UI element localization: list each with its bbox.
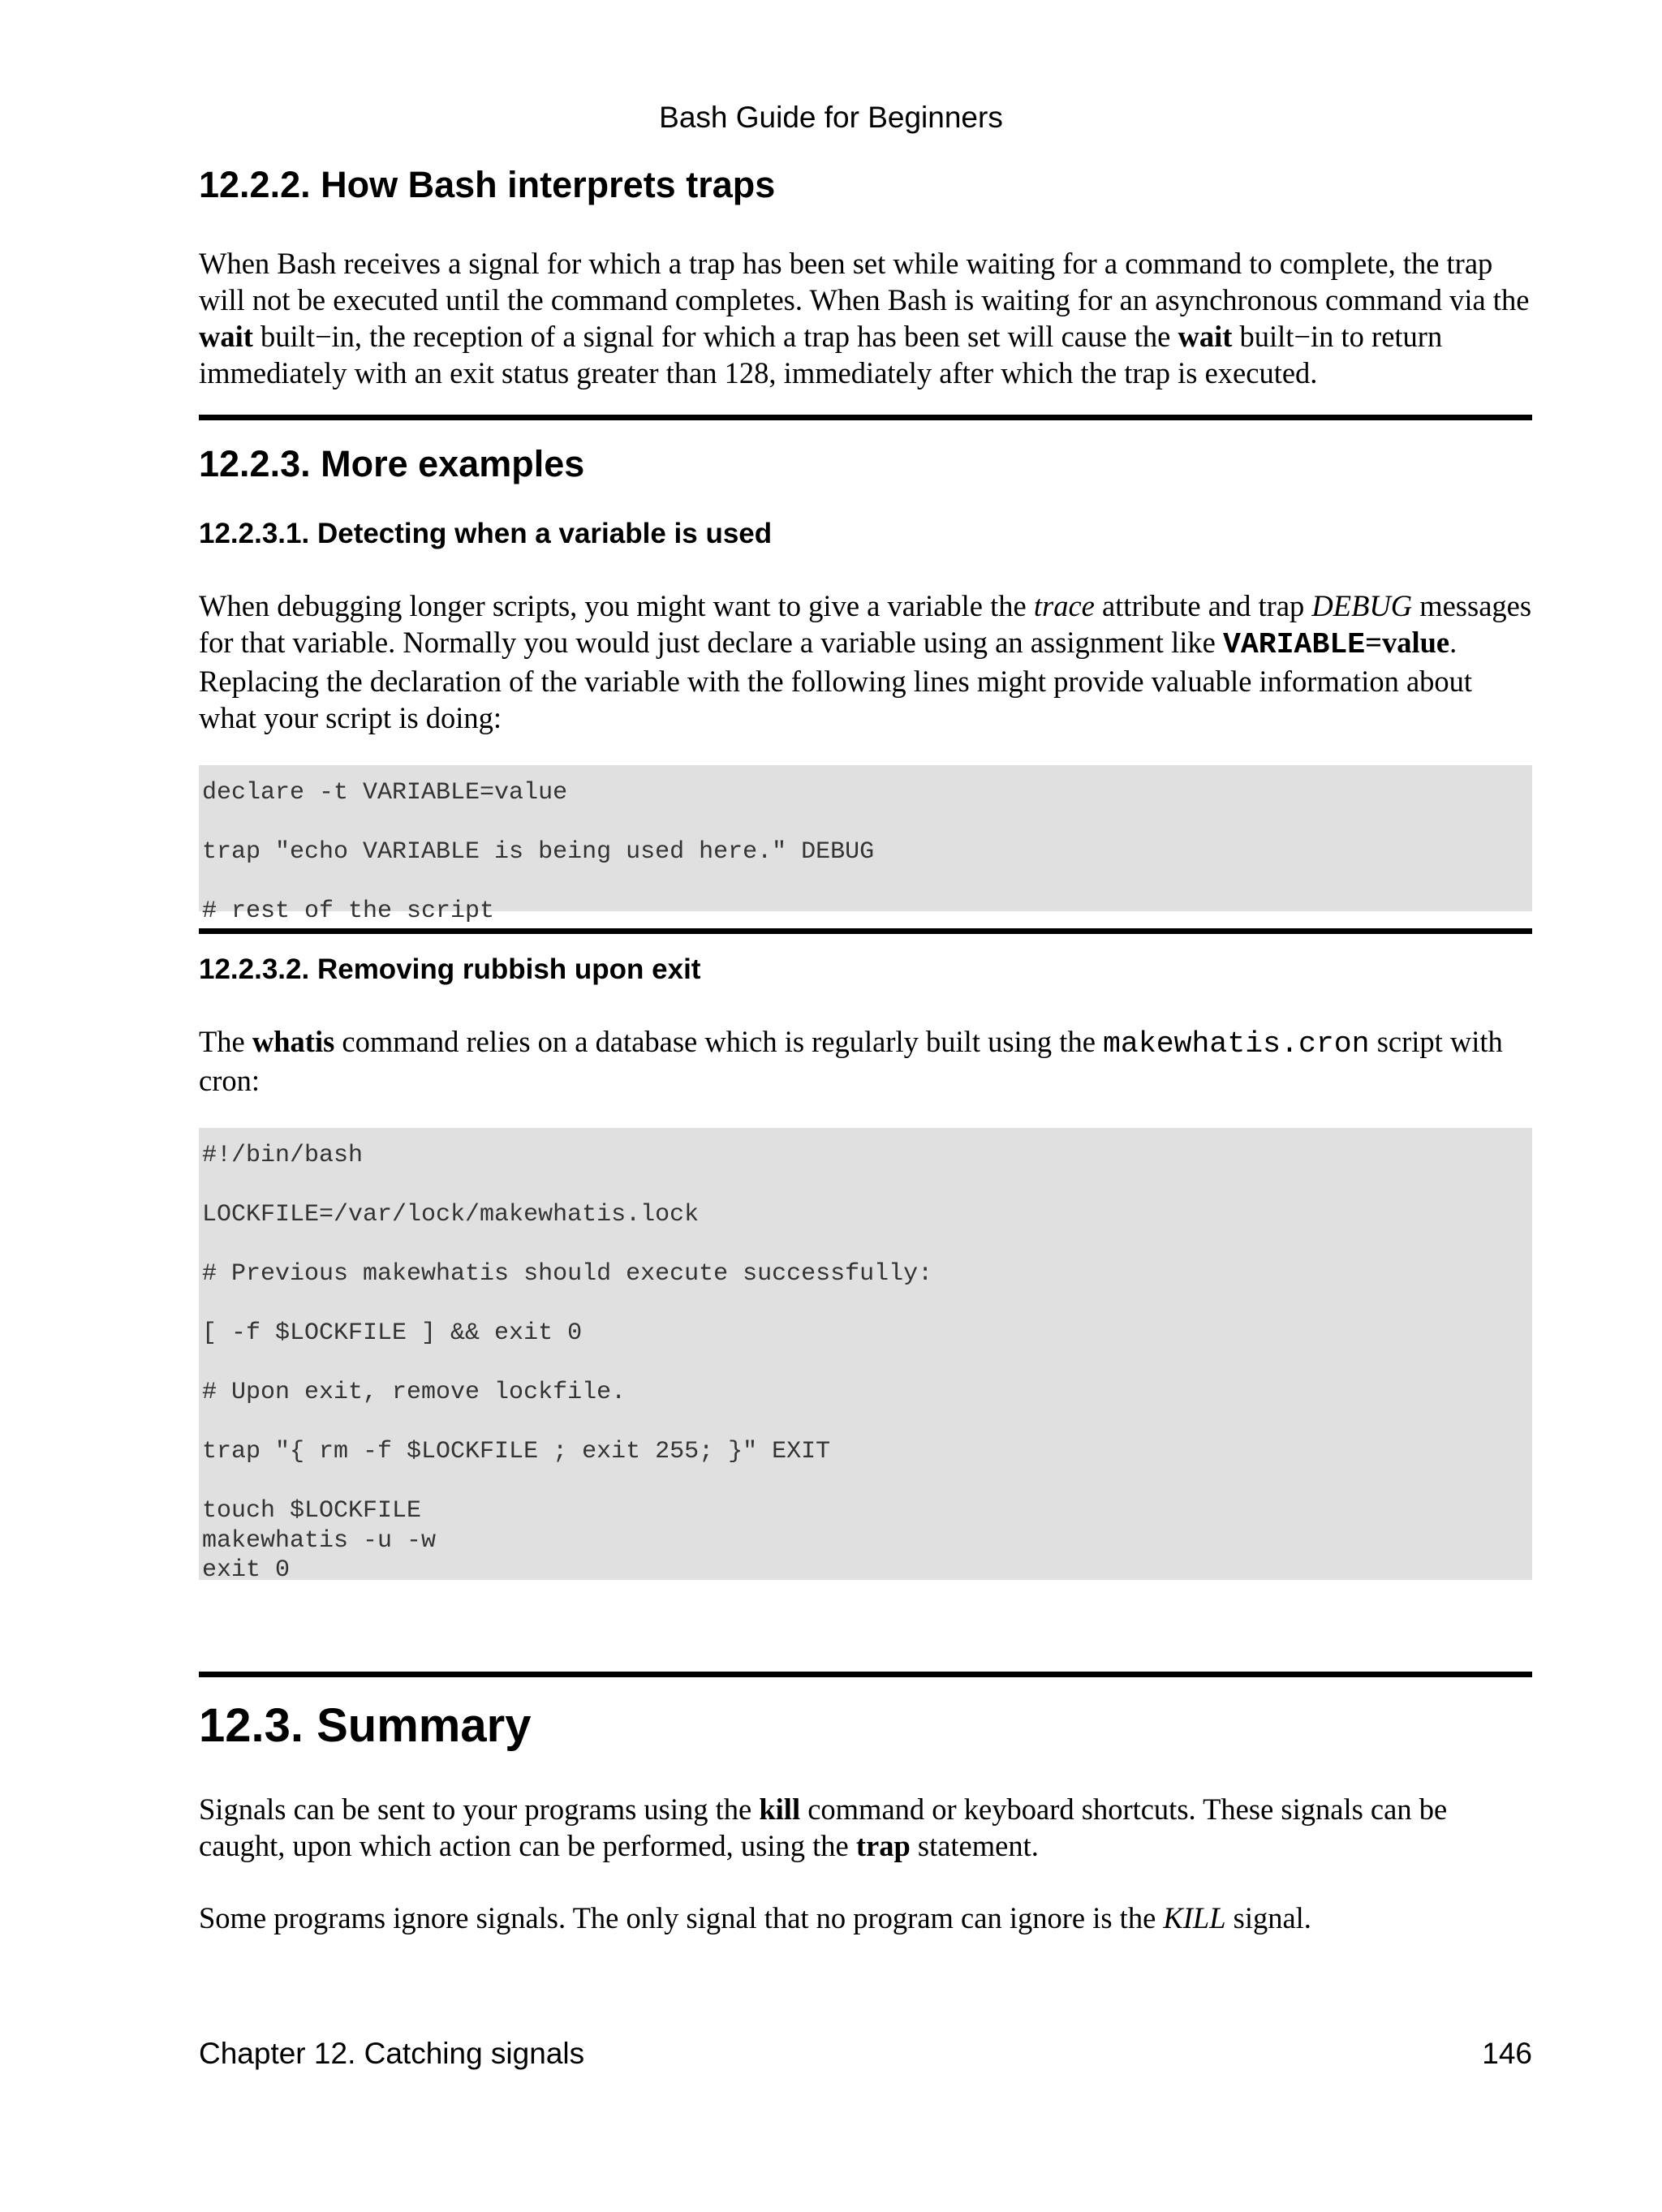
page-number: 146 xyxy=(1482,2037,1532,2070)
kill-command: kill xyxy=(759,1792,801,1826)
running-footer xyxy=(199,2037,1532,2071)
subsection-heading-12-2-3-1: 12.2.3.1. Detecting when a variable is used xyxy=(199,518,773,549)
paragraph-traps: When Bash receives a signal for which a trap has been set while waiting for a command to complete, the trap will not be executed until the command completes. When Bash is waiting for an asynchronous command via the wait built−in, the reception of a signal for which a trap has been set will cause the wait built−in to return immediately with an exit status greater than 128, immediately after which the trap is executed. xyxy=(199,247,1530,389)
paragraph-removing-rubbish: The whatis command relies on a database which is regularly built using the makewhatis.cron script with cron: xyxy=(199,1025,1503,1097)
section-heading-12-2-3: 12.2.3. More examples xyxy=(199,443,585,484)
section-heading-12-3: 12.3. Summary xyxy=(199,1699,532,1752)
subsection-heading-12-2-3-2: 12.2.3.2. Removing rubbish upon exit xyxy=(199,953,701,985)
trap-command: trap xyxy=(855,1829,911,1862)
section-heading-12-2-2: 12.2.2. How Bash interprets traps xyxy=(199,164,776,205)
paragraph-detecting-variable: When debugging longer scripts, you might want to give a variable the trace attribute and trap DEBUG messages for that variable. Normally you would just declare a variable using an assignment like VARIABLE=value. Replacing the declaration of the variable with the following lines might provide valuable information about what your script is doing: xyxy=(199,589,1532,734)
wait-command: wait xyxy=(1178,320,1233,353)
paragraph-summary-2: Some programs ignore signals. The only signal that no program can ignore is the KILL signal. xyxy=(199,1901,1311,1934)
paragraph-summary-1: Signals can be sent to your programs using the kill command or keyboard shortcuts. These signals can be caught, upon which action can be performed, using the trap statement. xyxy=(199,1792,1448,1862)
running-header: Bash Guide for Beginners xyxy=(659,101,1003,134)
wait-command: wait xyxy=(199,320,253,353)
whatis-command: whatis xyxy=(252,1025,335,1058)
section-divider xyxy=(199,928,1532,934)
page-content xyxy=(199,161,1532,1936)
section-divider xyxy=(199,1672,1532,1677)
code-block-debug-trap: declare -t VARIABLE=value trap "echo VARIABLE is being used here." DEBUG # rest of the script xyxy=(199,765,1532,911)
script-filename: makewhatis.cron xyxy=(1103,1027,1370,1061)
chapter-title: Chapter 12. Catching signals xyxy=(199,2037,585,2070)
section-divider xyxy=(199,415,1532,420)
code-block-makewhatis: #!/bin/bash LOCKFILE=/var/lock/makewhatis.lock # Previous makewhatis should execute successfully: [ -f $LOCKFILE ] && exit 0 # Upon exit, remove lockfile. trap "{ rm -f $LOCKFILE ; exit 255; }" EXIT touch $LOCKFILE makewhatis -u -w exit 0 xyxy=(199,1128,1532,1580)
variable-name: VARIABLE xyxy=(1222,628,1366,661)
